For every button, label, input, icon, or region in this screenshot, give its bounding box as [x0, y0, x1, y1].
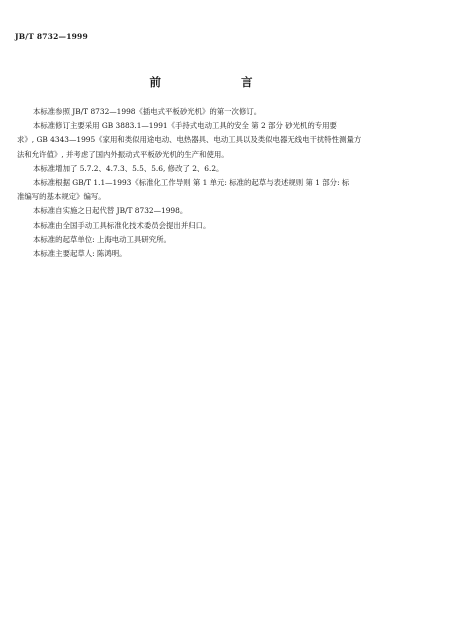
paragraph-supersedes [33, 204, 433, 218]
paragraph-line: 本标准增加了 5.7.2、4.7.3、5.5、5.6, 修改了 2、6.2。 [33, 163, 224, 173]
paragraph-line: 本标准根据 GB/T 1.1—1993《标准化工作导则 第 1 单元: 标准的起草与表述规则 第 1 部分: 标 [33, 178, 350, 188]
paragraph-line: 法和允许值》, 并考虑了国内外振动式平板砂光机的生产和使用。 [17, 149, 229, 159]
paragraph-line: 本标准自实施之日起代替 JB/T 8732—1998。 [33, 206, 188, 216]
standard-code-header: JB/T 8732—1999 [15, 32, 88, 41]
paragraph-drafting-rules [17, 176, 433, 204]
paragraph-line: 准编写的基本规定》编写。 [17, 192, 106, 202]
paragraph-changes [33, 162, 433, 176]
paragraph-line: 求》, GB 4343—1995《家用和类似用途电动、电热器具、电动工具以及类似电器无线电干扰特性测量方 [17, 135, 362, 145]
paragraph-drafting-unit [33, 233, 433, 247]
document-body [17, 105, 433, 261]
paragraph-line: 本标准主要起草人: 陈鸿明。 [33, 249, 127, 259]
paragraph-referenced-standards [17, 119, 433, 162]
paragraph-line: 本标准修订主要采用 GB 3883.1—1991《手持式电动工具的安全 第 2 部分 砂光机的专用要 [33, 121, 337, 131]
paragraph-line: 本标准由全国手动工具标准化技术委员会提出并归口。 [33, 220, 211, 230]
paragraph-revision-note [33, 105, 433, 119]
paragraph-line: 本标准参照 JB/T 8732—1998《插电式平板砂光机》的第一次修订。 [33, 107, 262, 116]
paragraph-drafter [33, 247, 433, 261]
page-title: 前 言 [149, 75, 291, 89]
paragraph-proposer [33, 219, 433, 233]
paragraph-line: 本标准的起草单位: 上海电动工具研究所。 [33, 234, 171, 244]
